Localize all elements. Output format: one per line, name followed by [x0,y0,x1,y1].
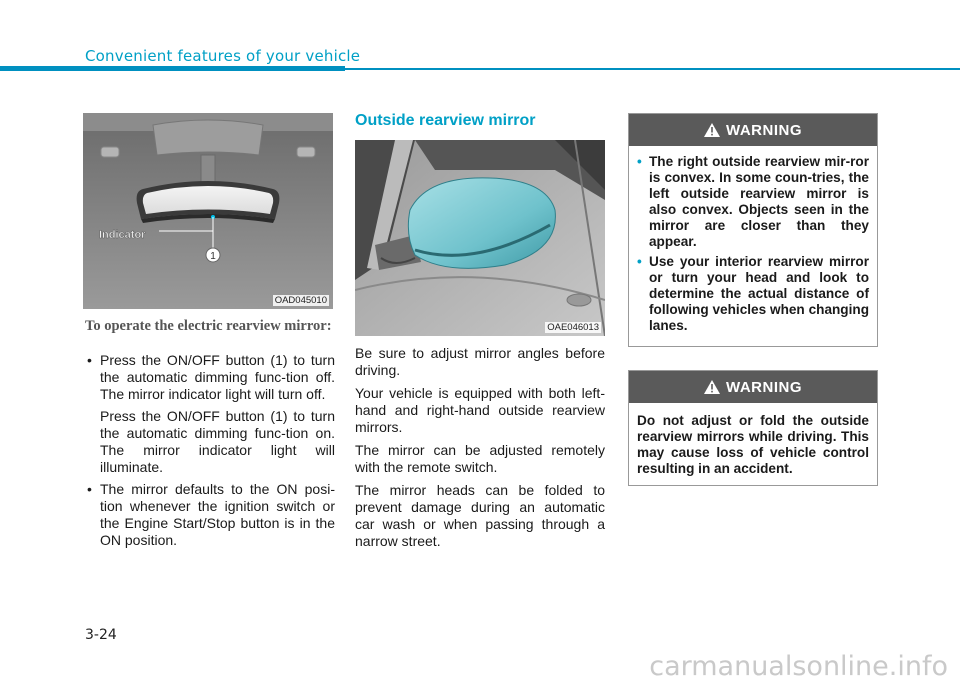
electric-mirror-instructions [85,352,335,554]
outside-mirror-heading: Outside rearview mirror [355,112,536,129]
interior-mirror-illustration [83,113,333,309]
warning-box-driving-adjust [628,370,878,486]
interior-mirror-figure [83,113,333,309]
warning-triangle-icon [704,380,720,394]
paragraph: The mirror can be adjusted remotely with the remote switch. [355,442,605,475]
paragraph: The mirror heads can be folded to prevent damage during an automatic car wash or when passing through a narrow street. [355,482,605,549]
header-rule-thick [0,66,345,71]
warning-text: Do not adjust or fold the outside rearview mirrors while driving. This may cause loss of vehicle control resulting in an accident. [637,413,869,476]
warning-header [629,114,877,146]
bullet-text: Press the ON/OFF button (1) to turn the automatic dimming func-tion off. The mirror indicator light will turn off. [100,352,335,402]
header-rule-thin [345,68,960,70]
warning-body [629,146,877,346]
bullet-continuation: Press the ON/OFF button (1) to turn the automatic dimming func-tion on. The mirror indicator light will illuminate. [100,408,335,475]
bullet-marker: • [87,481,92,497]
indicator-label: Indicator [99,229,146,241]
list-item [637,254,869,334]
paragraph: Your vehicle is equipped with both left-hand and right-hand outside rearview mirrors. [355,385,605,435]
figure-code: OAE046013 [547,322,599,333]
list-item [637,154,869,250]
list-item [85,352,335,403]
list-item [85,481,335,549]
outside-mirror-figure [355,140,605,336]
bullet-text: The mirror defaults to the ON posi-tion whenever the ignition switch or the Engine Start/Stop button is in the ON position. [100,481,335,548]
warning-triangle-icon [704,123,720,137]
warning-header [629,371,877,403]
bullet-marker: • [87,352,92,368]
electric-mirror-subheading: To operate the electric rearview mirror: [85,318,332,334]
page-number: 3-24 [85,627,117,643]
warning-title: WARNING [726,121,802,139]
bullet-marker: • [637,154,642,169]
section-title: Convenient features of your vehicle [85,47,361,65]
callout-number: 1 [210,251,216,262]
watermark: carmanualsonline.info [649,651,948,682]
warning-text: Use your interior rearview mirror or turn your head and look to determine the actual distance of following vehicles when changing lanes. [649,254,869,333]
outside-mirror-illustration [355,140,605,336]
figure-code: OAD045010 [274,295,327,306]
warning-text: The right outside rearview mir-ror is convex. In some coun-tries, the left outside rearview mirror is also convex. Objects seen in the mirror are closer than they appear. [649,154,869,249]
outside-mirror-text [355,345,605,556]
warning-body [629,403,877,485]
warning-box-convex-mirror [628,113,878,347]
paragraph: Be sure to adjust mirror angles before driving. [355,345,605,378]
warning-title: WARNING [726,378,802,396]
bullet-marker: • [637,254,642,269]
